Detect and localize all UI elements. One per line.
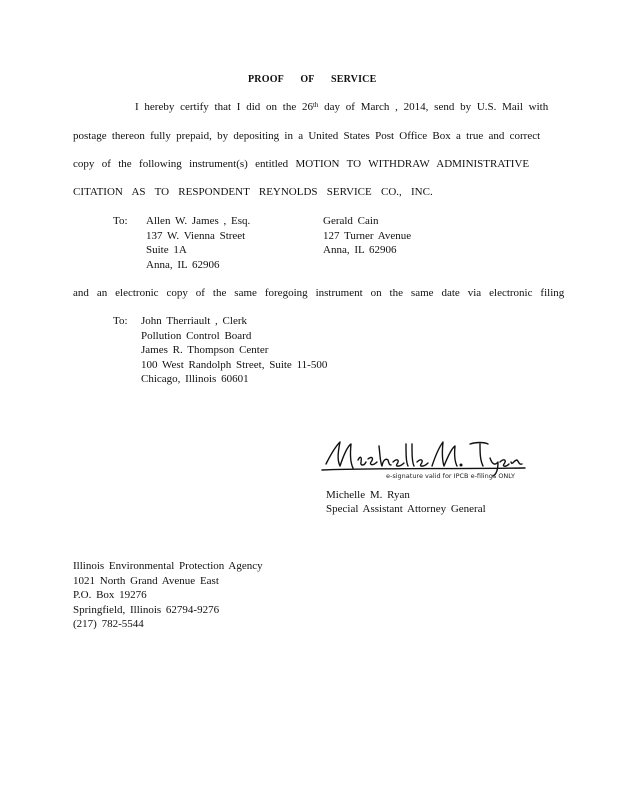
address-line: Pollution Control Board — [141, 329, 252, 342]
signer-name: Michelle M. Ryan — [326, 489, 410, 501]
address-line: Chicago, Illinois 60601 — [141, 373, 249, 385]
address-line: Suite 1A — [146, 244, 187, 256]
address-line: James R. Thompson Center — [141, 344, 269, 356]
electronic-filing-line: and an electronic copy of the same foregoing instrument on the same date via electronic filing — [73, 287, 565, 299]
address-line: Anna, IL 62906 — [323, 244, 397, 256]
agency-address — [73, 559, 263, 632]
recipient-address-3 — [141, 314, 327, 387]
address-line: 100 West Randolph Street, Suite 11-500 — [141, 358, 328, 371]
recipient-address-1 — [146, 214, 250, 272]
address-line: Illinois Environmental Protection Agency — [73, 560, 263, 572]
certification-line-2: postage thereon fully prepaid, by depositing in a United States Post Office Box a true and correct — [73, 130, 541, 142]
certification-text-a: I hereby certify that I did on the 26 — [135, 101, 313, 113]
address-line: Allen W. James , Esq. — [146, 215, 251, 227]
address-line: (217) 782-5544 — [73, 618, 144, 630]
certification-line-4: CITATION AS TO RESPONDENT REYNOLDS SERVICE CO., INC. — [73, 186, 433, 198]
ordinal-suffix: th — [312, 101, 319, 109]
recipient-address-2 — [323, 214, 411, 258]
address-line: 137 W. Vienna Street — [146, 229, 246, 242]
to-label: To: — [113, 215, 128, 227]
certification-line-1 — [135, 101, 548, 113]
address-line: John Therriault , Clerk — [141, 315, 247, 327]
page-title: PROOF OF SERVICE — [248, 74, 377, 85]
address-line: Anna, IL 62906 — [146, 258, 220, 271]
address-line: P.O. Box 19276 — [73, 589, 147, 601]
address-line: Gerald Cain — [323, 215, 379, 227]
signer-title: Special Assistant Attorney General — [326, 503, 486, 515]
certification-line-3: copy of the following instrument(s) entitled MOTION TO WITHDRAW ADMINISTRATIVE — [73, 158, 530, 170]
address-line: Springfield, Illinois 62794-9276 — [73, 603, 220, 616]
certification-text-b: day of March , 2014, send by U.S. Mail with — [318, 101, 549, 113]
to-label: To: — [113, 315, 128, 327]
address-line: 127 Turner Avenue — [323, 229, 412, 242]
address-line: 1021 North Grand Avenue East — [73, 574, 219, 587]
signature-caption: e-signature valid for IPCB e-filings ONLY — [386, 472, 516, 480]
